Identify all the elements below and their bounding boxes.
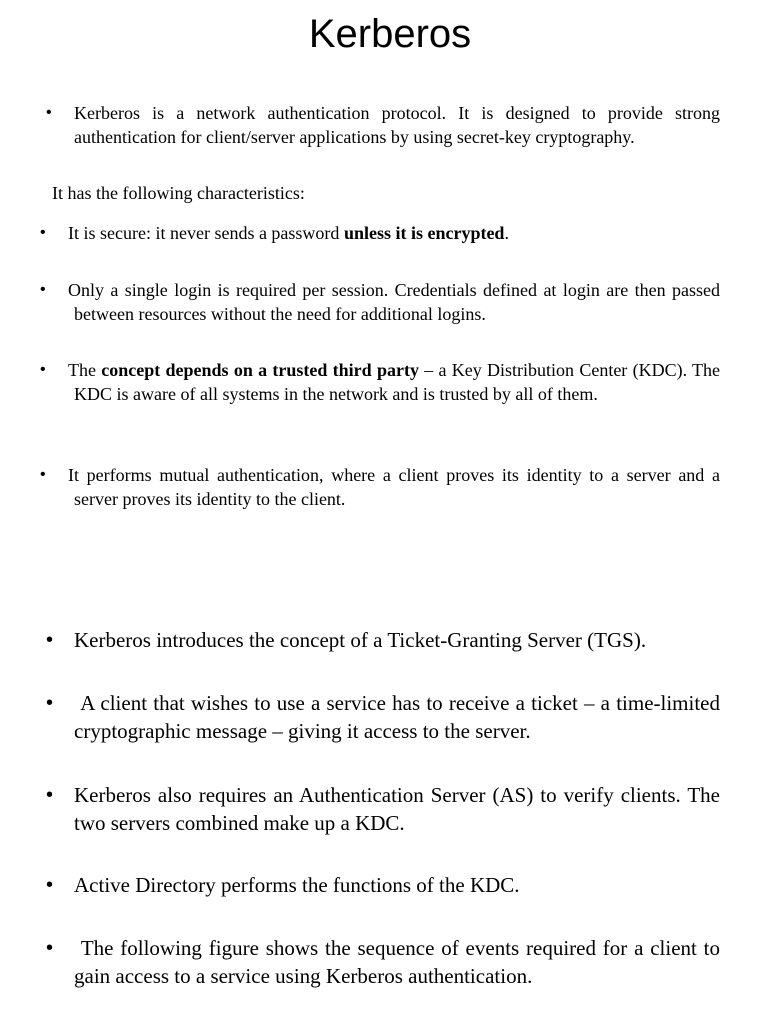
characteristic-emphasis: concept depends on a trusted third party [101, 360, 419, 380]
characteristics-heading: It has the following characteristics: [52, 183, 305, 203]
tgs-point [46, 689, 726, 745]
intro-bullet [46, 101, 720, 149]
characteristic-item: • It performs mutual authentication, where a client proves its identity to a server and a server proves its identity to the client. [40, 465, 720, 509]
tgs-point-text: Kerberos introduces the concept of a Ticket-Granting Server (TGS). [74, 628, 647, 652]
bullet-icon: • [46, 784, 54, 806]
characteristic-item: • Only a single login is required per session. Credentials defined at login are then passed between resources without the need for additional logins. [40, 280, 720, 324]
page-title: Kerberos [308, 12, 472, 56]
tgs-point [46, 781, 720, 837]
bullet-icon: • [46, 874, 54, 896]
tgs-point [46, 871, 720, 899]
tgs-point-text: The following figure shows the sequence of events required for a client to gain access to a service using Kerberos authentication. [74, 936, 726, 988]
bullet-icon: • [46, 937, 54, 959]
characteristic-item: • The concept depends on a trusted third party – a Key Distribution Center (KDC). The KDC is aware of all systems in the network and is trusted by all of them. [40, 360, 721, 404]
tgs-point-text: Active Directory performs the functions of the KDC. [74, 873, 520, 897]
characteristic-text: It is secure: it never sends a password [68, 223, 344, 243]
bullet-icon: • [46, 692, 54, 714]
bullet-icon: • [46, 104, 52, 121]
tgs-point-text: A client that wishes to use a service has to receive a ticket – a time-limited cryptographic message – giving it access to the server. [74, 691, 726, 743]
tgs-point-text: Kerberos also requires an Authentication Server (AS) to verify clients. The two servers combined make up a KDC. [74, 783, 720, 835]
tgs-point [46, 626, 720, 654]
characteristic-text: . [504, 223, 509, 243]
tgs-point [46, 934, 726, 990]
intro-bullet-text: Kerberos is a network authentication protocol. It is designed to provide strong authentication for client/server applications by using secret-key cryptography. [74, 103, 720, 147]
characteristic-text: It performs mutual authentication, where a client proves its identity to a server and a server proves its identity to the client. [68, 465, 720, 509]
characteristic-item: • It is secure: it never sends a password unless it is encrypted. [40, 223, 509, 243]
characteristic-emphasis: unless it is encrypted [343, 223, 505, 243]
bullet-icon: • [46, 629, 54, 651]
characteristic-text: Only a single login is required per session. Credentials defined at login are then passed between resources without the need for additional logins. [68, 280, 720, 324]
characteristic-text: The [68, 360, 102, 380]
characteristic-text: – a Key Distribution Center (KDC). The KDC is aware of all systems in the network and is trusted by all of them. [74, 360, 721, 404]
